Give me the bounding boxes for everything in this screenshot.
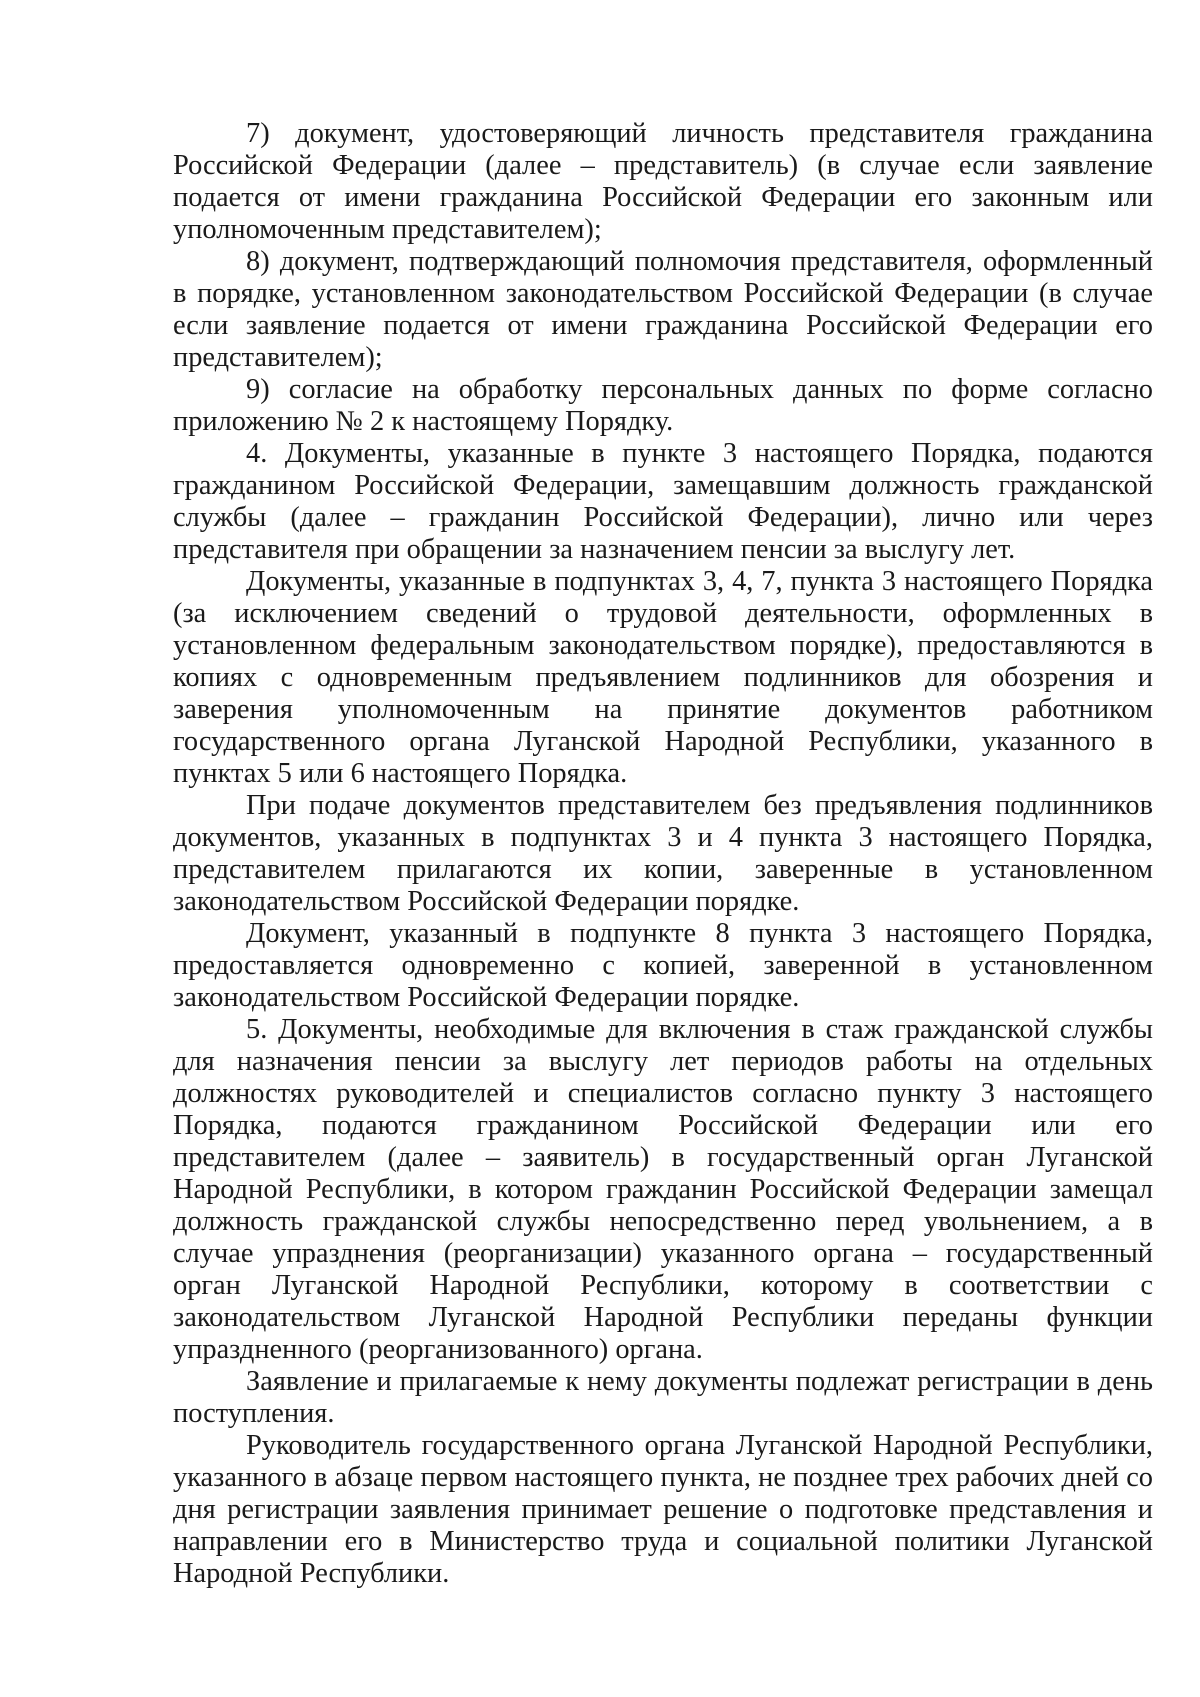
paragraph-copies-requirement: Документы, указанные в подпунктах 3, 4, 7, пункта 3 настоящего Порядка (за исключением сведений о трудовой деятельности, оформленных в установленном федеральным законодательством порядке), предоставляются в копиях с одновременным предъявлением подлинников для обозрения и заверения уполномоченным на принятие документов работником государственного органа Луганской Народной Республики, указанного в пунктах 5 или 6 настоящего Порядка. — [173, 566, 1153, 789]
paragraph-item-7: 7) документ, удостоверяющий личность представителя гражданина Российской Федерации (далее – представитель) (в случае если заявление подается от имени гражданина Российской Федерации его законным или уполномоченным представителем); — [173, 118, 1153, 245]
document-page — [173, 118, 1153, 1590]
paragraph-item-8: 8) документ, подтверждающий полномочия представителя, оформленный в порядке, установленном законодательством Российской Федерации (в случае если заявление подается от имени гражданина Российской Федерации его представителем); — [173, 246, 1153, 373]
paragraph-head-decision: Руководитель государственного органа Луганской Народной Республики, указанного в абзаце первом настоящего пункта, не позднее трех рабочих дней со дня регистрации заявления принимает решение о подготовке представления и направлении его в Министерство труда и социальной политики Луганской Народной Республики. — [173, 1430, 1153, 1589]
paragraph-representative-copies: При подаче документов представителем без предъявления подлинников документов, указанных в подпунктах 3 и 4 пункта 3 настоящего Порядка, представителем прилагаются их копии, заверенные в установленном законодательством Российской Федерации порядке. — [173, 790, 1153, 917]
paragraph-registration: Заявление и прилагаемые к нему документы подлежат регистрации в день поступления. — [173, 1366, 1153, 1429]
paragraph-subitem-8-document: Документ, указанный в подпункте 8 пункта 3 настоящего Порядка, предоставляется одновременно с копией, заверенной в установленном законодательством Российской Федерации порядке. — [173, 918, 1153, 1013]
paragraph-item-9: 9) согласие на обработку персональных данных по форме согласно приложению № 2 к настоящему Порядку. — [173, 374, 1153, 437]
paragraph-clause-5: 5. Документы, необходимые для включения в стаж гражданской службы для назначения пенсии за выслугу лет периодов работы на отдельных должностях руководителей и специалистов согласно пункту 3 настоящего Порядка, подаются гражданином Российской Федерации или его представителем (далее – заявитель) в государственный орган Луганской Народной Республики, в котором гражданин Российской Федерации замещал должность гражданской службы непосредственно перед увольнением, а в случае упразднения (реорганизации) указанного органа – государственный орган Луганской Народной Республики, которому в соответствии с законодательством Луганской Народной Республики переданы функции упраздненного (реорганизованного) органа. — [173, 1014, 1153, 1365]
paragraph-clause-4: 4. Документы, указанные в пункте 3 настоящего Порядка, подаются гражданином Российской Федерации, замещавшим должность гражданской службы (далее – гражданин Российской Федерации), лично или через представителя при обращении за назначением пенсии за выслугу лет. — [173, 438, 1153, 565]
